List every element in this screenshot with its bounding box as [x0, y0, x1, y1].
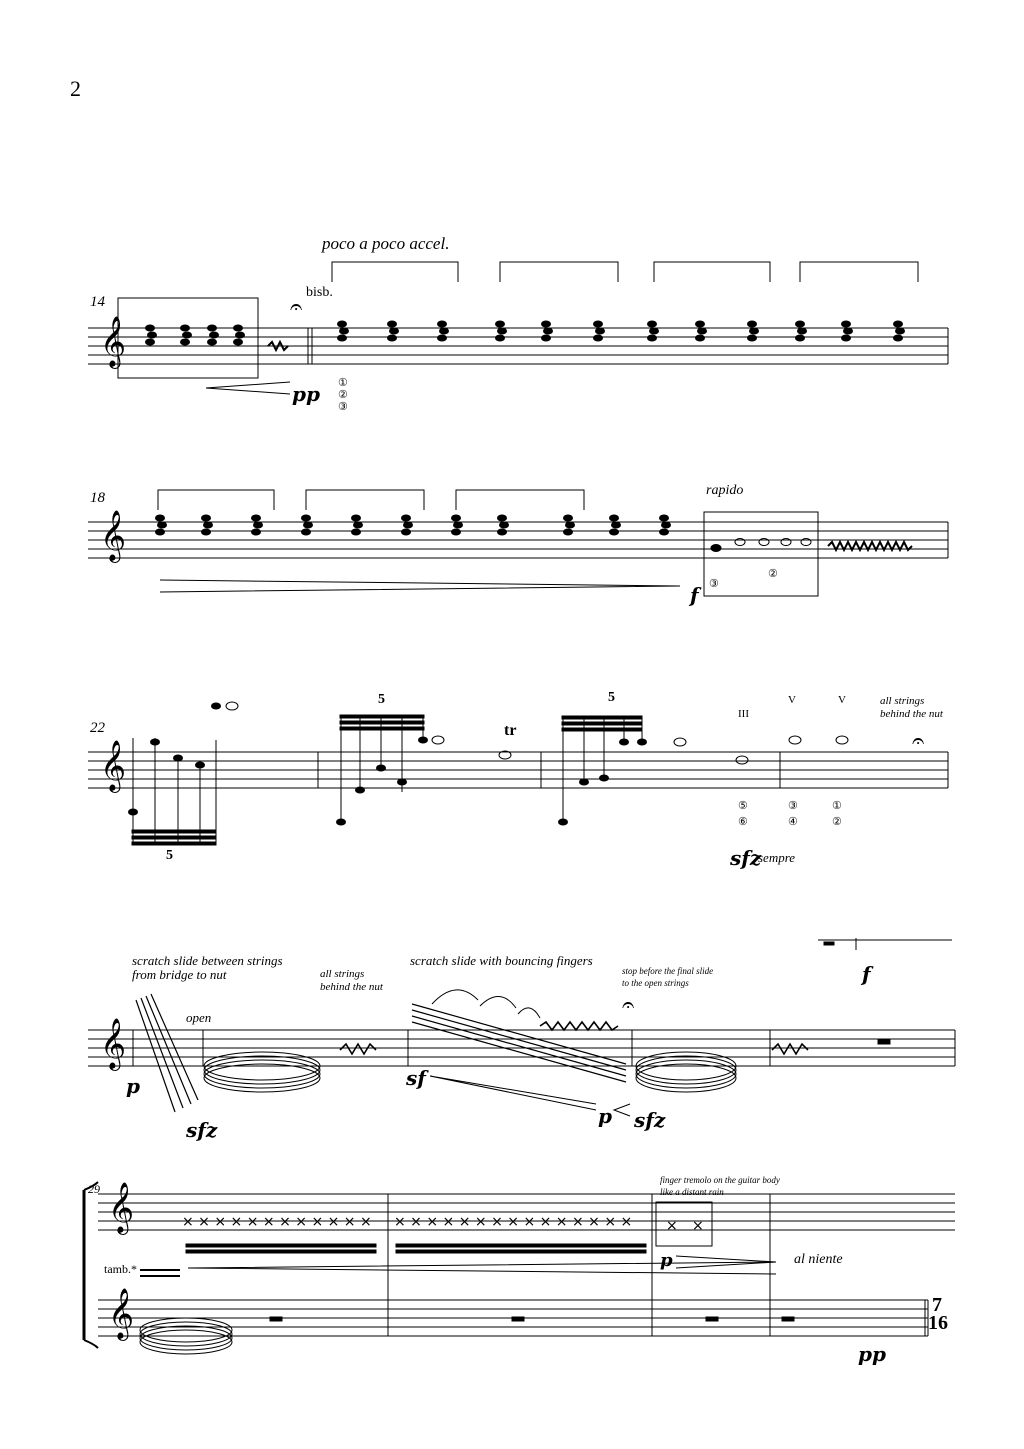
dynamic-marking: f — [862, 962, 871, 986]
string-number: ② — [768, 568, 778, 580]
chord — [180, 325, 196, 377]
svg-text:×: × — [666, 1218, 678, 1234]
dynamic-text: al niente — [794, 1252, 843, 1267]
measure-number: 14 — [90, 294, 105, 310]
page-number: 2 — [70, 76, 81, 101]
trill-marking: tr — [504, 722, 517, 739]
fermata-icon: 𝄐 — [622, 993, 635, 1018]
string-number: ① — [832, 800, 842, 812]
measure-number: 18 — [90, 490, 105, 506]
chord — [233, 325, 249, 377]
svg-text:×: × — [692, 1218, 704, 1234]
position-marking: III — [738, 708, 749, 720]
dynamic-marking: pp — [858, 1342, 886, 1366]
staff-system-5 — [84, 1182, 955, 1354]
instruction-line: stop before the final slide — [622, 966, 714, 976]
instruction-line: finger tremolo on the guitar body — [660, 1175, 780, 1185]
chord — [145, 325, 161, 377]
grace-note — [711, 545, 721, 552]
string-number: ③ — [788, 800, 798, 812]
treble-clef-icon: 𝄞 — [100, 316, 127, 367]
dynamic-text: sempre — [758, 850, 796, 865]
technique-marking: tamb.* — [104, 1262, 137, 1276]
string-number: ⑤ — [738, 800, 748, 812]
tuplet-number: 5 — [608, 690, 615, 705]
dynamic-marking: p — [126, 1074, 140, 1098]
dynamic-marking: sfz — [730, 846, 762, 870]
dynamic-marking: f — [690, 583, 699, 607]
instruction-line: scratch slide between strings — [132, 953, 283, 968]
instruction-line: behind the nut — [880, 708, 943, 720]
dynamic-marking: sfz — [634, 1108, 666, 1132]
treble-clef-icon: 𝄞 — [108, 1288, 135, 1339]
treble-clef-icon: 𝄞 — [100, 740, 127, 791]
string-number: ③ — [709, 578, 719, 590]
string-number: ③ — [338, 401, 348, 413]
treble-clef-icon: 𝄞 — [108, 1182, 135, 1233]
measure-number: 29 — [88, 1182, 100, 1196]
tuplet-number: 5 — [378, 692, 385, 707]
instruction-line: behind the nut — [320, 981, 383, 993]
dynamic-marking: sfz — [186, 1118, 218, 1142]
fermata-icon: 𝄐 — [290, 295, 303, 320]
tuplet-number: 5 — [166, 848, 173, 863]
tempo-marking: rapido — [706, 483, 744, 498]
instruction-line: scratch slide with bouncing fingers — [410, 953, 593, 968]
fermata-icon: 𝄐 — [912, 729, 925, 754]
instruction-line: all strings — [320, 968, 365, 980]
instruction-line: like a distant rain — [660, 1187, 724, 1197]
string-number: ⑥ — [738, 816, 748, 828]
time-signature-numerator: 7 — [932, 1294, 942, 1316]
instruction-line: from bridge to nut — [132, 967, 227, 982]
time-signature-denominator: 16 — [928, 1312, 948, 1334]
instruction-line: to the open strings — [622, 978, 689, 988]
measure-number: 22 — [90, 720, 105, 736]
x-notes — [182, 1214, 704, 1234]
position-marking: V — [838, 694, 846, 706]
string-number: ② — [338, 389, 348, 401]
staff-system-2 — [88, 490, 948, 596]
instruction-line: all strings — [880, 695, 925, 707]
dynamic-marking: pp — [292, 382, 320, 406]
string-number: ① — [338, 377, 348, 389]
open-marking: open — [186, 1010, 212, 1025]
svg-text:× × × × × × × × × × × × × × ×: × × × × × × × × × × × × × × × — [394, 1214, 633, 1230]
staff-system-3 — [88, 715, 948, 845]
treble-clef-icon: 𝄞 — [100, 510, 127, 561]
svg-text:× × × × × × × × × × × ×: × × × × × × × × × × × × — [182, 1214, 372, 1230]
tempo-marking: poco a poco accel. — [322, 234, 450, 253]
position-marking: V — [788, 694, 796, 706]
chord — [207, 325, 223, 377]
dynamic-marking: p — [660, 1250, 673, 1271]
treble-clef-icon: 𝄞 — [100, 1018, 127, 1069]
string-number: ② — [832, 816, 842, 828]
dynamic-marking: sf — [406, 1066, 426, 1090]
dynamic-marking: p — [598, 1104, 612, 1128]
string-number: ④ — [788, 816, 798, 828]
technique-marking: bisb. — [306, 285, 333, 300]
